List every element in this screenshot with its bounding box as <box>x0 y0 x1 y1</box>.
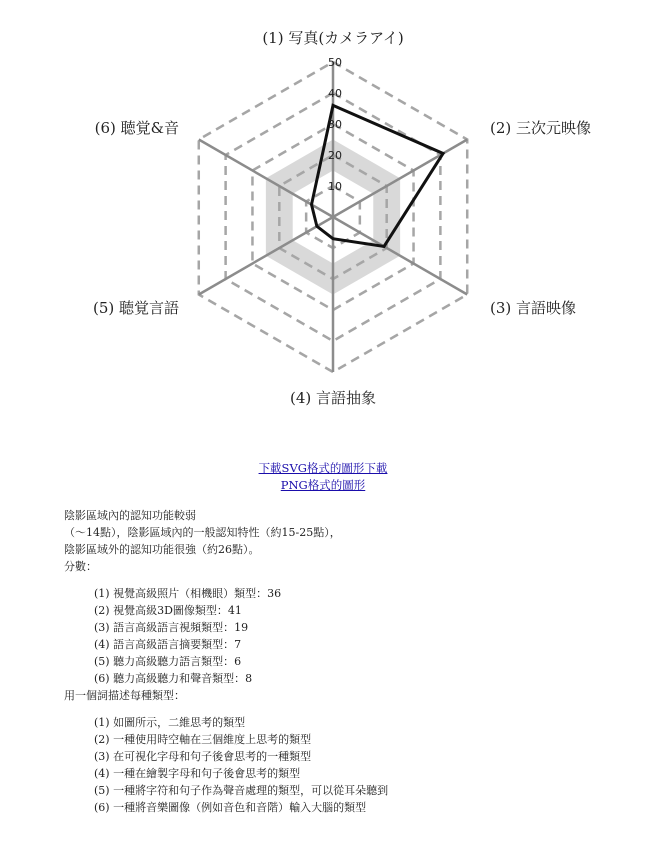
axis-label-4: (4) 言語抽象 <box>289 389 377 407</box>
tick-label-20: 20 <box>328 149 342 162</box>
download-png-link[interactable]: PNG格式的圖形 <box>280 478 366 492</box>
score-item: (1) 視覺高級照片（相機眼）類型：36 <box>94 587 282 600</box>
tick-label-10: 10 <box>328 180 342 193</box>
description-item: (4) 一種在繪製字母和句子後會思考的類型 <box>94 767 301 780</box>
legend-line-3: 陰影區域外的認知功能很強（約26點）。 <box>64 543 260 556</box>
description-item: (5) 一種將字符和句子作為聲音處理的類型，可以從耳朵聽到 <box>94 784 389 797</box>
download-svg-link[interactable]: 下載SVG格式的圖形下載 <box>258 461 388 475</box>
tick-label-50: 50 <box>328 56 342 69</box>
description-item: (2) 一種使用時空軸在三個維度上思考的類型 <box>94 733 312 746</box>
score-item: (2) 視覺高級3D圖像類型：41 <box>94 604 242 617</box>
scores-list <box>64 585 624 687</box>
axis-label-1: (1) 写真(カメラアイ) <box>262 29 404 47</box>
legend-line-1: 陰影區域內的認知功能較弱 <box>64 509 196 522</box>
radar-chart <box>0 0 646 420</box>
score-item: (4) 語言高級語言摘要類型：7 <box>94 638 242 651</box>
axis-label-3: (3) 言語映像 <box>490 299 577 317</box>
axis-label-5: (5) 聴覚言語 <box>92 299 179 317</box>
download-links <box>0 460 646 494</box>
descriptions-list <box>64 714 624 816</box>
description-item: (3) 在可視化字母和句子後會思考的一種類型 <box>94 750 312 763</box>
axis-label-6: (6) 聴覚&音 <box>94 119 179 137</box>
legend-line-2: （～14點），陰影區域內的一般認知特性（約15-25點）， <box>64 526 341 539</box>
explanation-text <box>64 507 624 816</box>
tick-label-30: 30 <box>328 118 342 131</box>
scores-heading: 分數： <box>64 560 97 573</box>
descriptions-heading: 用一個詞描述每種類型： <box>64 689 185 702</box>
description-item: (6) 一種將音樂圖像（例如音色和音階）輸入大腦的類型 <box>94 801 367 814</box>
description-item: (1) 如圖所示，二維思考的類型 <box>94 716 246 729</box>
tick-label-40: 40 <box>328 87 342 100</box>
score-item: (5) 聽力高級聽力語言類型：6 <box>94 655 242 668</box>
score-item: (3) 語言高級語言視頻類型：19 <box>94 621 249 634</box>
axis-label-2: (2) 三次元映像 <box>490 119 592 137</box>
score-item: (6) 聽力高級聽力和聲音類型：8 <box>94 672 253 685</box>
